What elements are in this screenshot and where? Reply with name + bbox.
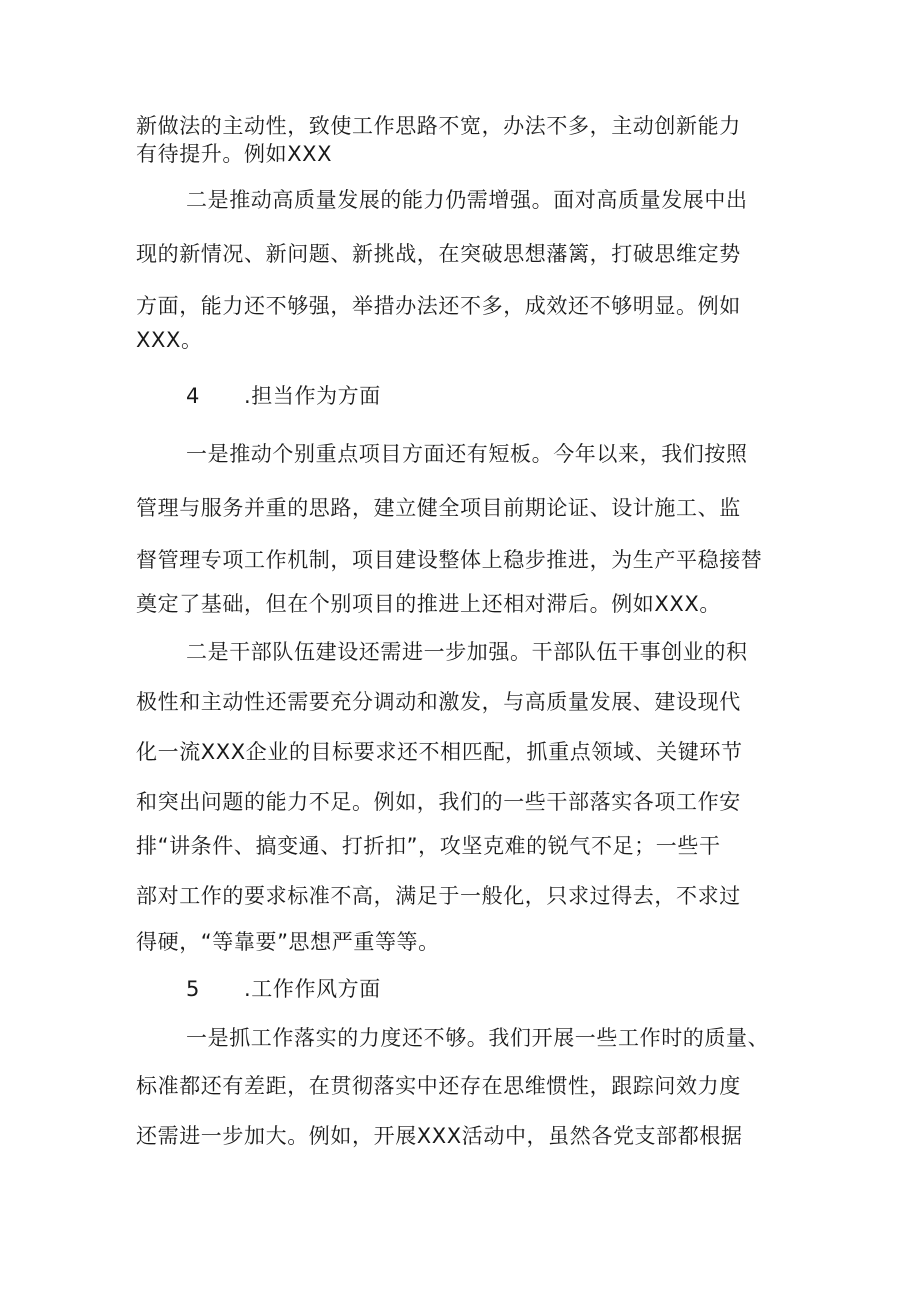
section-heading-title: .担当作为方面 [244,384,381,408]
body-line: 方面，能力还不够强，举措办法还不多，成效还不够明显。例如 [136,294,741,318]
paragraph-first-line: 二是推动高质量发展的能力仍需增强。面对高质量发展中出 [186,188,748,212]
paragraph-first-line: 一是抓工作落实的力度还不够。我们开展一些工作时的质量、 [186,1026,770,1050]
body-line: 还需进一步加大。例如，开展XXX活动中，虽然各党支部都根据 [136,1124,743,1148]
body-line: 管理与服务并重的思路，建立健全项目前期论证、设计施工、监 [136,496,741,520]
body-line: 标准都还有差距，在贯彻落实中还存在思维惯性，跟踪问效力度 [136,1074,741,1098]
body-line: 化一流XXX企业的目标要求还不相匹配，抓重点领域、关键环节 [136,740,743,764]
paragraph-first-line: 一是推动个别重点项目方面还有短板。今年以来，我们按照 [186,442,748,466]
body-line: 极性和主动性还需要充分调动和激发，与高质量发展、建设现代 [136,690,741,714]
body-line: 奠定了基础，但在个别项目的推进上还相对滞后。例如XXX。 [136,592,721,616]
body-line: 有待提升。例如XXX [136,142,333,166]
body-line: 得硬，“等靠要”思想严重等等。 [136,930,440,954]
body-line: 排“讲条件、搞变通、打折扣”，攻坚克难的锐气不足；一些干 [136,834,721,858]
body-line: 新做法的主动性，致使工作思路不宽，办法不多，主动创新能力 [136,114,741,138]
body-line: 部对工作的要求标准不高，满足于一般化，只求过得去，不求过 [136,884,741,908]
body-line: 现的新情况、新问题、新挑战，在突破思想藩篱，打破思维定势 [136,242,741,266]
body-line: 督管理专项工作机制，项目建设整体上稳步推进，为生产平稳接替 [136,548,763,572]
section-heading-number: 5 [186,977,200,1001]
section-heading-title: .工作作风方面 [244,977,381,1001]
body-line: XXX。 [136,328,203,352]
body-line: 和突出问题的能力不足。例如，我们的一些干部落实各项工作安 [136,790,741,814]
paragraph-first-line: 二是干部队伍建设还需进一步加强。干部队伍干事创业的积 [186,640,748,664]
section-heading-number: 4 [186,384,200,408]
